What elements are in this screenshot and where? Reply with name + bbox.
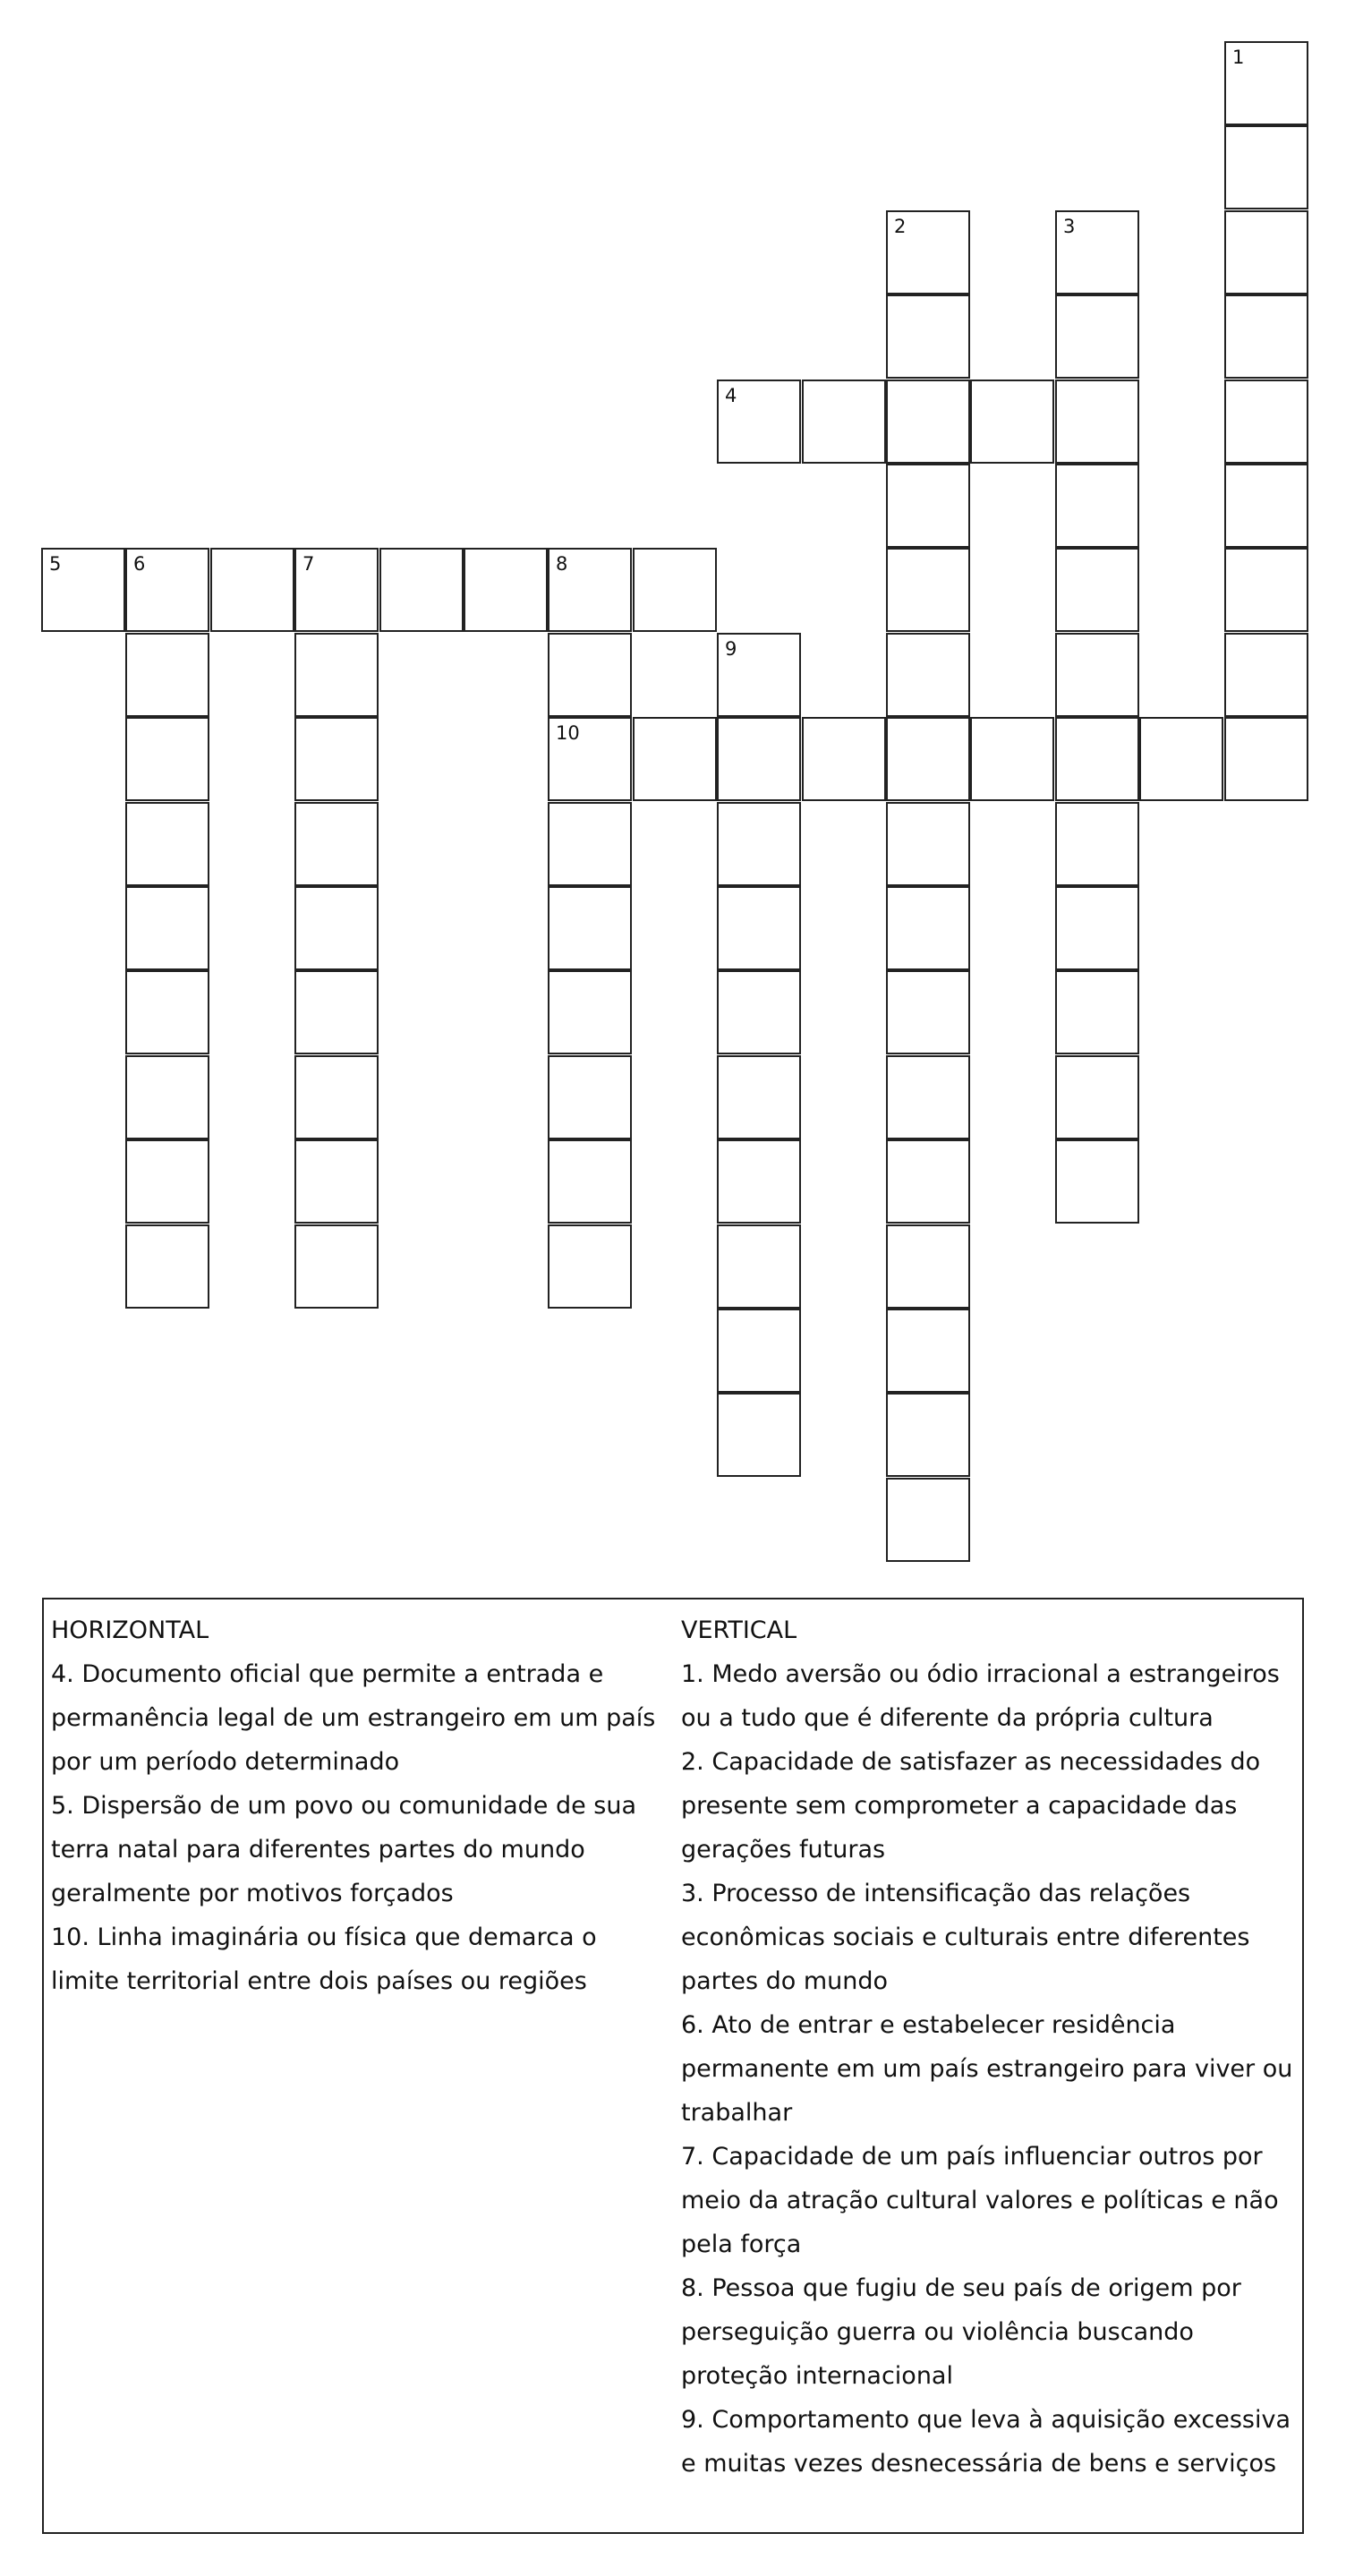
grid-cell[interactable]	[294, 886, 379, 970]
grid-cell[interactable]	[886, 1055, 970, 1139]
grid-cell[interactable]	[886, 294, 970, 379]
clue-number: 4	[725, 385, 737, 406]
grid-cell[interactable]	[717, 1393, 801, 1477]
grid-cell[interactable]	[548, 717, 632, 801]
grid-cell[interactable]	[1224, 294, 1308, 379]
grid-cell[interactable]	[802, 717, 886, 801]
grid-cell[interactable]	[1224, 633, 1308, 717]
grid-cell[interactable]	[717, 802, 801, 886]
grid-cell[interactable]	[294, 548, 379, 632]
grid-cell[interactable]	[1055, 886, 1139, 970]
grid-cell[interactable]	[125, 548, 209, 632]
grid-cell[interactable]	[1224, 125, 1308, 209]
grid-cell[interactable]	[1055, 717, 1139, 801]
grid-cell[interactable]	[1055, 294, 1139, 379]
clue-number: 9	[725, 638, 737, 660]
clue-number: 3	[1063, 216, 1076, 237]
clue-number: 6	[133, 553, 146, 575]
grid-cell[interactable]	[294, 802, 379, 886]
grid-cell[interactable]	[886, 970, 970, 1054]
grid-cell[interactable]	[294, 1055, 379, 1139]
grid-cell[interactable]	[1224, 548, 1308, 632]
grid-cell[interactable]	[886, 1478, 970, 1562]
horizontal-heading: HORIZONTAL	[51, 1616, 209, 1644]
grid-cell[interactable]	[1055, 802, 1139, 886]
grid-cell[interactable]	[886, 717, 970, 801]
grid-cell[interactable]	[125, 1139, 209, 1224]
clue-number: 5	[49, 553, 62, 575]
grid-cell[interactable]	[717, 1055, 801, 1139]
grid-cell[interactable]	[717, 1309, 801, 1393]
grid-cell[interactable]	[294, 970, 379, 1054]
grid-cell[interactable]	[548, 548, 632, 632]
grid-cell[interactable]	[886, 380, 970, 464]
grid-cell[interactable]	[1224, 380, 1308, 464]
grid-cell[interactable]	[548, 970, 632, 1054]
grid-cell[interactable]	[633, 717, 717, 801]
grid-cell[interactable]	[1224, 464, 1308, 548]
grid-cell[interactable]	[125, 802, 209, 886]
grid-cell[interactable]	[1055, 1139, 1139, 1224]
grid-cell[interactable]	[1055, 970, 1139, 1054]
grid-cell[interactable]	[886, 548, 970, 632]
grid-cell[interactable]	[125, 1055, 209, 1139]
horizontal-clues	[51, 1608, 669, 2003]
grid-cell[interactable]	[125, 633, 209, 717]
grid-cell[interactable]	[548, 802, 632, 886]
grid-cell[interactable]	[802, 380, 886, 464]
grid-cell[interactable]	[886, 1224, 970, 1309]
grid-cell[interactable]	[210, 548, 294, 632]
grid-cell[interactable]	[886, 464, 970, 548]
clue-number: 7	[302, 553, 315, 575]
grid-cell[interactable]	[717, 633, 801, 717]
vertical-clue-2: 2. Capacidade de satisfazer as necessidades do presente sem comprometer a capacidade das gerações futuras	[681, 1748, 1261, 1864]
grid-cell[interactable]	[886, 633, 970, 717]
clue-number: 8	[556, 553, 568, 575]
grid-cell[interactable]	[970, 380, 1054, 464]
grid-cell[interactable]	[886, 1139, 970, 1224]
vertical-clue-6: 6. Ato de entrar e estabelecer residência permanente em um país estrangeiro para viver ou trabalhar	[681, 2011, 1293, 2127]
grid-cell[interactable]	[1055, 548, 1139, 632]
grid-cell[interactable]	[294, 633, 379, 717]
grid-cell[interactable]	[379, 548, 464, 632]
grid-cell[interactable]	[886, 210, 970, 294]
vertical-clues	[681, 1608, 1303, 2486]
grid-cell[interactable]	[1224, 210, 1308, 294]
clue-number: 10	[556, 722, 580, 744]
horizontal-clue-5: 5. Dispersão de um povo ou comunidade de sua terra natal para diferentes partes do mundo geralmente por motivos forçados	[51, 1792, 637, 1907]
grid-cell[interactable]	[717, 717, 801, 801]
grid-cell[interactable]	[548, 1224, 632, 1309]
grid-cell[interactable]	[717, 1224, 801, 1309]
vertical-clue-8: 8. Pessoa que fugiu de seu país de origem por perseguição guerra ou violência buscando proteção internacional	[681, 2274, 1241, 2390]
grid-cell[interactable]	[548, 1055, 632, 1139]
grid-cell[interactable]	[1055, 1055, 1139, 1139]
grid-cell[interactable]	[464, 548, 548, 632]
grid-cell[interactable]	[886, 802, 970, 886]
clues-panel	[42, 1598, 1304, 2534]
grid-cell[interactable]	[717, 886, 801, 970]
grid-cell[interactable]	[548, 633, 632, 717]
grid-cell[interactable]	[1055, 210, 1139, 294]
horizontal-clue-10: 10. Linha imaginária ou física que demarca o limite territorial entre dois países ou regiões	[51, 1923, 597, 1995]
horizontal-clue-4: 4. Documento oficial que permite a entrada e permanência legal de um estrangeiro em um país por um período determinado	[51, 1660, 656, 1776]
vertical-clue-3: 3. Processo de intensificação das relações econômicas sociais e culturais entre diferentes partes do mundo	[681, 1880, 1250, 1995]
grid-cell[interactable]	[1224, 41, 1308, 125]
grid-cell[interactable]	[41, 548, 125, 632]
grid-cell[interactable]	[125, 717, 209, 801]
clue-number: 2	[894, 216, 907, 237]
grid-cell[interactable]	[1224, 717, 1308, 801]
grid-cell[interactable]	[294, 717, 379, 801]
grid-cell[interactable]	[886, 886, 970, 970]
grid-cell[interactable]	[970, 717, 1054, 801]
grid-cell[interactable]	[294, 1224, 379, 1309]
grid-cell[interactable]	[548, 886, 632, 970]
grid-cell[interactable]	[1055, 633, 1139, 717]
grid-cell[interactable]	[633, 548, 717, 632]
vertical-clue-1: 1. Medo aversão ou ódio irracional a estrangeiros ou a tudo que é diferente da própria cultura	[681, 1660, 1280, 1732]
grid-cell[interactable]	[717, 970, 801, 1054]
grid-cell[interactable]	[717, 1139, 801, 1224]
vertical-clue-7: 7. Capacidade de um país influenciar outros por meio da atração cultural valores e políticas e não pela força	[681, 2143, 1279, 2258]
grid-cell[interactable]	[717, 380, 801, 464]
grid-cell[interactable]	[1055, 380, 1139, 464]
grid-cell[interactable]	[294, 1139, 379, 1224]
clue-number: 1	[1232, 47, 1245, 68]
grid-cell[interactable]	[125, 1224, 209, 1309]
grid-cell[interactable]	[886, 1309, 970, 1393]
vertical-clue-9: 9. Comportamento que leva à aquisição excessiva e muitas vezes desnecessária de bens e serviços	[681, 2406, 1291, 2478]
grid-cell[interactable]	[125, 970, 209, 1054]
grid-cell[interactable]	[1139, 717, 1223, 801]
grid-cell[interactable]	[1055, 464, 1139, 548]
grid-cell[interactable]	[886, 1393, 970, 1477]
grid-cell[interactable]	[125, 886, 209, 970]
grid-cell[interactable]	[548, 1139, 632, 1224]
vertical-heading: VERTICAL	[681, 1616, 797, 1644]
